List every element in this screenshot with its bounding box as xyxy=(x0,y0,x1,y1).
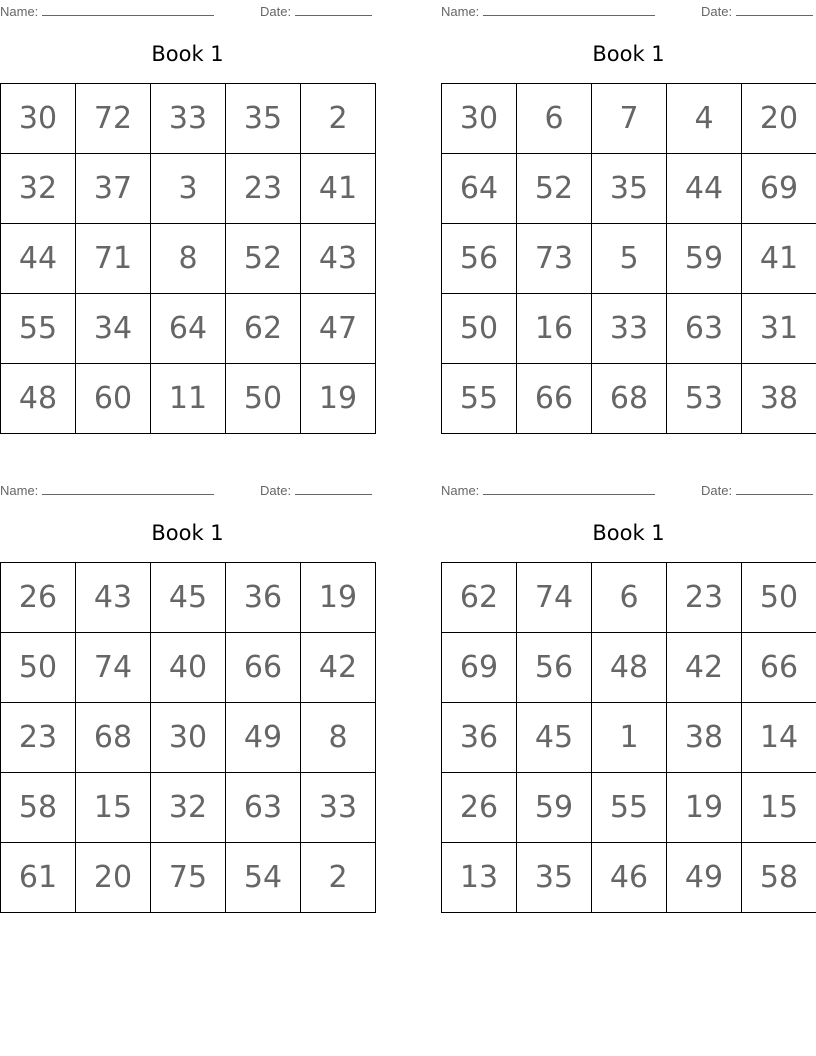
grid-cell: 33 xyxy=(151,84,226,154)
grid-cell: 34 xyxy=(76,294,151,364)
bingo-card xyxy=(441,479,816,912)
name-label: Name: xyxy=(441,483,480,498)
grid-cell: 68 xyxy=(76,703,151,773)
grid-cell: 66 xyxy=(742,633,816,703)
grid-cell: 48 xyxy=(592,633,667,703)
date-blank-line xyxy=(295,482,372,495)
grid-cell: 38 xyxy=(742,364,816,434)
grid-cell: 16 xyxy=(517,294,592,364)
grid-row xyxy=(1,84,376,154)
grid-cell: 19 xyxy=(301,364,376,434)
name-blank-line xyxy=(483,3,655,16)
grid-cell: 6 xyxy=(517,84,592,154)
grid-cell: 19 xyxy=(667,773,742,843)
grid-cell: 35 xyxy=(517,843,592,913)
bingo-card xyxy=(0,0,375,433)
grid-cell: 30 xyxy=(151,703,226,773)
grid-cell: 11 xyxy=(151,364,226,434)
card-title: Book 1 xyxy=(592,42,665,66)
grid-cell: 55 xyxy=(442,364,517,434)
grid-cell: 36 xyxy=(442,703,517,773)
grid-cell: 7 xyxy=(592,84,667,154)
grid-cell: 75 xyxy=(151,843,226,913)
date-blank-line xyxy=(736,482,813,495)
grid-cell: 32 xyxy=(151,773,226,843)
grid-cell: 15 xyxy=(742,773,816,843)
grid-cell: 59 xyxy=(517,773,592,843)
name-field xyxy=(0,3,214,20)
date-field xyxy=(701,482,813,499)
grid-cell: 38 xyxy=(667,703,742,773)
date-blank-line xyxy=(736,3,813,16)
grid-row xyxy=(1,154,376,224)
grid-row xyxy=(1,224,376,294)
grid-cell: 37 xyxy=(76,154,151,224)
grid-cell: 71 xyxy=(76,224,151,294)
grid-cell: 23 xyxy=(1,703,76,773)
bingo-grid xyxy=(0,562,376,913)
grid-row xyxy=(442,224,816,294)
grid-cell: 52 xyxy=(226,224,301,294)
grid-row xyxy=(442,703,816,773)
date-label: Date: xyxy=(260,4,292,19)
bingo-grid xyxy=(441,562,816,913)
grid-cell: 6 xyxy=(592,563,667,633)
grid-cell: 64 xyxy=(151,294,226,364)
bingo-grid xyxy=(0,83,376,434)
date-label: Date: xyxy=(701,4,733,19)
grid-row xyxy=(442,84,816,154)
grid-cell: 20 xyxy=(76,843,151,913)
grid-cell: 46 xyxy=(592,843,667,913)
grid-row xyxy=(1,563,376,633)
grid-cell: 59 xyxy=(667,224,742,294)
grid-cell: 53 xyxy=(667,364,742,434)
card-title: Book 1 xyxy=(151,521,224,545)
bingo-card xyxy=(441,0,816,433)
grid-row xyxy=(1,773,376,843)
grid-row xyxy=(442,633,816,703)
grid-cell: 35 xyxy=(592,154,667,224)
grid-cell: 2 xyxy=(301,843,376,913)
grid-row xyxy=(1,364,376,434)
grid-cell: 14 xyxy=(742,703,816,773)
grid-row xyxy=(442,364,816,434)
grid-cell: 8 xyxy=(151,224,226,294)
grid-row xyxy=(1,703,376,773)
grid-cell: 56 xyxy=(517,633,592,703)
grid-cell: 47 xyxy=(301,294,376,364)
grid-cell: 58 xyxy=(1,773,76,843)
name-blank-line xyxy=(483,482,655,495)
grid-cell: 48 xyxy=(1,364,76,434)
grid-cell: 42 xyxy=(667,633,742,703)
grid-cell: 52 xyxy=(517,154,592,224)
grid-cell: 69 xyxy=(742,154,816,224)
grid-cell: 20 xyxy=(742,84,816,154)
grid-cell: 44 xyxy=(1,224,76,294)
name-label: Name: xyxy=(0,4,39,19)
card-title: Book 1 xyxy=(151,42,224,66)
grid-cell: 26 xyxy=(1,563,76,633)
name-field xyxy=(441,482,655,499)
grid-cell: 66 xyxy=(517,364,592,434)
grid-cell: 19 xyxy=(301,563,376,633)
grid-cell: 64 xyxy=(442,154,517,224)
grid-cell: 50 xyxy=(1,633,76,703)
grid-cell: 42 xyxy=(301,633,376,703)
grid-row xyxy=(1,294,376,364)
grid-cell: 32 xyxy=(1,154,76,224)
grid-cell: 15 xyxy=(76,773,151,843)
bingo-grid xyxy=(441,83,816,434)
grid-cell: 72 xyxy=(76,84,151,154)
grid-cell: 40 xyxy=(151,633,226,703)
grid-cell: 13 xyxy=(442,843,517,913)
name-label: Name: xyxy=(441,4,480,19)
date-field xyxy=(701,3,813,20)
grid-cell: 5 xyxy=(592,224,667,294)
grid-cell: 33 xyxy=(592,294,667,364)
grid-cell: 74 xyxy=(76,633,151,703)
grid-cell: 68 xyxy=(592,364,667,434)
name-field xyxy=(441,3,655,20)
grid-cell: 45 xyxy=(517,703,592,773)
grid-cell: 62 xyxy=(442,563,517,633)
grid-cell: 54 xyxy=(226,843,301,913)
grid-cell: 58 xyxy=(742,843,816,913)
grid-cell: 63 xyxy=(667,294,742,364)
grid-cell: 60 xyxy=(76,364,151,434)
grid-row xyxy=(1,843,376,913)
name-field xyxy=(0,482,214,499)
grid-cell: 73 xyxy=(517,224,592,294)
grid-cell: 4 xyxy=(667,84,742,154)
grid-cell: 1 xyxy=(592,703,667,773)
date-field xyxy=(260,3,372,20)
grid-cell: 50 xyxy=(742,563,816,633)
grid-cell: 30 xyxy=(442,84,517,154)
grid-cell: 63 xyxy=(226,773,301,843)
grid-cell: 36 xyxy=(226,563,301,633)
grid-cell: 61 xyxy=(1,843,76,913)
grid-cell: 69 xyxy=(442,633,517,703)
grid-row xyxy=(442,773,816,843)
grid-cell: 56 xyxy=(442,224,517,294)
grid-cell: 43 xyxy=(76,563,151,633)
name-blank-line xyxy=(42,3,214,16)
grid-row xyxy=(1,633,376,703)
grid-cell: 26 xyxy=(442,773,517,843)
grid-cell: 45 xyxy=(151,563,226,633)
grid-cell: 55 xyxy=(1,294,76,364)
grid-cell: 31 xyxy=(742,294,816,364)
grid-cell: 44 xyxy=(667,154,742,224)
grid-cell: 30 xyxy=(1,84,76,154)
grid-cell: 62 xyxy=(226,294,301,364)
name-label: Name: xyxy=(0,483,39,498)
grid-row xyxy=(442,843,816,913)
card-title: Book 1 xyxy=(592,521,665,545)
date-label: Date: xyxy=(260,483,292,498)
grid-cell: 66 xyxy=(226,633,301,703)
grid-cell: 35 xyxy=(226,84,301,154)
grid-cell: 74 xyxy=(517,563,592,633)
grid-cell: 8 xyxy=(301,703,376,773)
grid-cell: 41 xyxy=(301,154,376,224)
date-blank-line xyxy=(295,3,372,16)
grid-cell: 2 xyxy=(301,84,376,154)
grid-row xyxy=(442,563,816,633)
grid-row xyxy=(442,154,816,224)
name-blank-line xyxy=(42,482,214,495)
grid-cell: 3 xyxy=(151,154,226,224)
grid-cell: 41 xyxy=(742,224,816,294)
grid-cell: 49 xyxy=(667,843,742,913)
grid-cell: 50 xyxy=(442,294,517,364)
bingo-card xyxy=(0,479,375,912)
date-field xyxy=(260,482,372,499)
grid-cell: 43 xyxy=(301,224,376,294)
grid-cell: 50 xyxy=(226,364,301,434)
grid-cell: 23 xyxy=(226,154,301,224)
grid-cell: 49 xyxy=(226,703,301,773)
grid-cell: 33 xyxy=(301,773,376,843)
grid-row xyxy=(442,294,816,364)
grid-cell: 55 xyxy=(592,773,667,843)
grid-cell: 23 xyxy=(667,563,742,633)
date-label: Date: xyxy=(701,483,733,498)
